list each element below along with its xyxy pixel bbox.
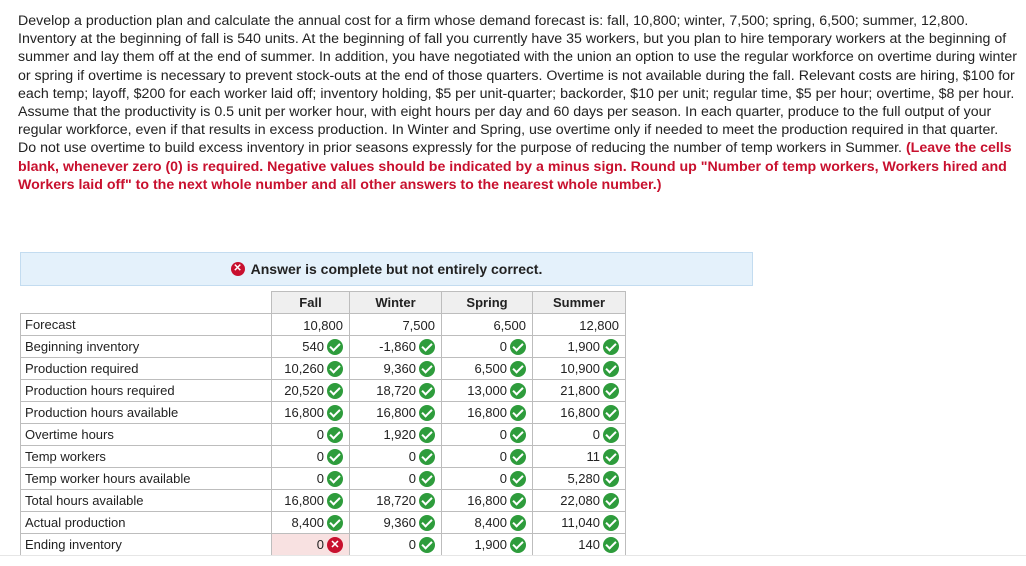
check-circle-icon <box>603 427 619 443</box>
check-circle-icon <box>419 339 435 355</box>
cell-value: 0 <box>316 449 324 465</box>
check-circle-icon <box>327 383 343 399</box>
check-circle-icon <box>603 493 619 509</box>
cell-spring[interactable] <box>442 336 533 358</box>
check-circle-icon <box>419 471 435 487</box>
col-header-winter: Winter <box>350 292 442 314</box>
check-circle-icon <box>327 493 343 509</box>
cell-fall[interactable] <box>272 336 350 358</box>
row-label: Actual production <box>21 512 272 534</box>
cell-value: 0 <box>499 427 507 443</box>
cell-value: 11 <box>586 449 600 465</box>
cell-value: 1,920 <box>383 427 416 443</box>
col-header-summer: Summer <box>533 292 626 314</box>
problem-instructions: (Leave the cells blank, whenever zero (0) is required. Negative values should be indicated by a minus sign. Round up "Number of temp workers, Workers hired and Workers laid off" to the next whole number and all other answers to the nearest whole number.) <box>18 140 1012 193</box>
cell-value: 0 <box>499 449 507 465</box>
cell-winter[interactable] <box>350 424 442 446</box>
cell-value: 10,260 <box>284 361 324 377</box>
cell-value: 16,800 <box>467 493 507 509</box>
cell-value: 8,400 <box>474 515 507 531</box>
cell-value: 0 <box>316 537 324 553</box>
problem-text: Develop a production plan and calculate the annual cost for a firm whose demand forecast is: fall, 10,800; winter, 7,500; spring, 6,500; summer, 12,800. Inventory at the beginning of fall is 540 units. At the beginning of fall you currently have 35 workers, but you plan to hire temporary workers at the beginning of summer and lay them off at the end of summer. In addition, you have negotiated with the union an option to use the regular workforce on overtime during winter or spring if overtime is necessary to prevent stock-outs at the end of those quarters. Overtime is not available during the fall. Relevant costs are hiring, $100 for each temp; layoff, $200 for each worker laid off; inventory holding, $5 per unit-quarter; backorder, $10 per unit; regular time, $5 per hour; overtime, $8 per hour. Assume that the productivity is 0.5 unit per worker hour, with eight hours per day and 60 days per season. In each quarter, produce to the full output of your regular workforce, even if that results in excess production. In Winter and Spring, use overtime only if needed to meet the production required in that quarter. Do not use overtime to build excess inventory in prior seasons expressly for the purpose of reducing the number of temp workers in Summer. <box>18 13 1017 157</box>
cell-summer[interactable] <box>533 424 626 446</box>
row-label: Overtime hours <box>21 424 272 446</box>
cell-value: 1,900 <box>567 339 600 355</box>
cell-spring <box>442 314 533 336</box>
table-header-row <box>21 292 626 314</box>
cell-value: 16,800 <box>284 493 324 509</box>
row-label: Ending inventory <box>21 534 272 556</box>
cell-summer[interactable] <box>533 490 626 512</box>
cell-value: 5,280 <box>567 471 600 487</box>
problem-statement <box>18 12 1018 194</box>
cell-winter[interactable] <box>350 358 442 380</box>
check-circle-icon <box>327 449 343 465</box>
table-row <box>21 336 626 358</box>
header-corner <box>21 292 272 314</box>
cell-winter[interactable] <box>350 446 442 468</box>
cell-summer[interactable] <box>533 358 626 380</box>
cell-value: 16,800 <box>560 405 600 421</box>
answer-status-text: Answer is complete but not entirely correct. <box>250 261 543 277</box>
cell-fall[interactable] <box>272 446 350 468</box>
cell-summer[interactable] <box>533 380 626 402</box>
cell-value: -1,860 <box>379 339 416 355</box>
cell-value: 0 <box>408 537 416 553</box>
row-label: Production required <box>21 358 272 380</box>
cell-value: 18,720 <box>376 493 416 509</box>
cell-fall[interactable] <box>272 424 350 446</box>
cell-fall[interactable] <box>272 380 350 402</box>
cell-value: 10,800 <box>303 317 343 333</box>
check-circle-icon <box>419 405 435 421</box>
cell-fall <box>272 314 350 336</box>
cell-spring[interactable] <box>442 402 533 424</box>
cell-winter[interactable] <box>350 336 442 358</box>
cell-fall[interactable] <box>272 402 350 424</box>
cell-value: 140 <box>578 537 600 553</box>
cell-summer[interactable] <box>533 468 626 490</box>
cell-fall[interactable] <box>272 534 350 556</box>
x-circle-icon: ✕ <box>231 262 245 276</box>
row-label: Production hours required <box>21 380 272 402</box>
table-row <box>21 490 626 512</box>
row-label: Forecast <box>21 314 272 336</box>
table-row <box>21 380 626 402</box>
cell-winter[interactable] <box>350 468 442 490</box>
check-circle-icon <box>603 515 619 531</box>
check-circle-icon <box>603 449 619 465</box>
check-circle-icon <box>603 339 619 355</box>
cell-value: 0 <box>408 471 416 487</box>
table-row <box>21 314 626 336</box>
cell-value: 13,000 <box>467 383 507 399</box>
check-circle-icon <box>603 405 619 421</box>
cell-winter[interactable] <box>350 380 442 402</box>
cell-value: 6,500 <box>474 361 507 377</box>
cell-value: 0 <box>499 471 507 487</box>
cell-summer[interactable] <box>533 534 626 556</box>
check-circle-icon <box>510 449 526 465</box>
check-circle-icon <box>603 361 619 377</box>
cell-spring[interactable] <box>442 534 533 556</box>
table-row <box>21 446 626 468</box>
check-circle-icon <box>419 383 435 399</box>
cell-winter[interactable] <box>350 490 442 512</box>
cell-value: 10,900 <box>560 361 600 377</box>
cell-value: 6,500 <box>493 317 526 333</box>
check-circle-icon <box>327 405 343 421</box>
cell-value: 9,360 <box>383 515 416 531</box>
cell-value: 18,720 <box>376 383 416 399</box>
check-circle-icon <box>510 427 526 443</box>
answer-status-banner <box>20 252 753 286</box>
check-circle-icon <box>510 515 526 531</box>
check-circle-icon <box>510 493 526 509</box>
row-label: Total hours available <box>21 490 272 512</box>
cell-value: 7,500 <box>402 317 435 333</box>
check-circle-icon <box>510 361 526 377</box>
col-header-spring: Spring <box>442 292 533 314</box>
check-circle-icon <box>419 537 435 553</box>
check-circle-icon <box>419 449 435 465</box>
cell-spring[interactable] <box>442 358 533 380</box>
cell-summer[interactable] <box>533 402 626 424</box>
cell-summer[interactable] <box>533 512 626 534</box>
table-row <box>21 512 626 534</box>
check-circle-icon <box>327 339 343 355</box>
row-label: Temp workers <box>21 446 272 468</box>
cell-value: 540 <box>302 339 324 355</box>
check-circle-icon <box>510 339 526 355</box>
cell-fall[interactable] <box>272 358 350 380</box>
cell-value: 12,800 <box>579 317 619 333</box>
cell-spring[interactable] <box>442 490 533 512</box>
cell-winter[interactable] <box>350 534 442 556</box>
check-circle-icon <box>327 471 343 487</box>
cell-value: 0 <box>499 339 507 355</box>
cell-value: 22,080 <box>560 493 600 509</box>
cell-value: 16,800 <box>284 405 324 421</box>
table-row <box>21 534 626 556</box>
x-circle-icon: ✕ <box>327 537 343 553</box>
check-circle-icon <box>603 471 619 487</box>
cell-value: 9,360 <box>383 361 416 377</box>
cell-value: 20,520 <box>284 383 324 399</box>
cell-winter[interactable] <box>350 402 442 424</box>
check-circle-icon <box>419 427 435 443</box>
cell-value: 16,800 <box>467 405 507 421</box>
page-bottom-edge <box>0 555 1026 566</box>
cell-fall[interactable] <box>272 512 350 534</box>
cell-summer[interactable] <box>533 336 626 358</box>
row-label: Temp worker hours available <box>21 468 272 490</box>
check-circle-icon <box>510 383 526 399</box>
check-circle-icon <box>603 383 619 399</box>
check-circle-icon <box>419 493 435 509</box>
cell-winter <box>350 314 442 336</box>
check-circle-icon <box>327 361 343 377</box>
cell-value: 21,800 <box>560 383 600 399</box>
cell-value: 11,040 <box>561 515 600 531</box>
cell-winter[interactable] <box>350 512 442 534</box>
cell-value: 8,400 <box>291 515 324 531</box>
cell-fall[interactable] <box>272 490 350 512</box>
table-row <box>21 424 626 446</box>
cell-spring[interactable] <box>442 424 533 446</box>
cell-value: 16,800 <box>376 405 416 421</box>
cell-fall[interactable] <box>272 468 350 490</box>
cell-spring[interactable] <box>442 468 533 490</box>
row-label: Beginning inventory <box>21 336 272 358</box>
cell-value: 0 <box>316 471 324 487</box>
cell-summer <box>533 314 626 336</box>
cell-value: 1,900 <box>474 537 507 553</box>
table-row <box>21 358 626 380</box>
check-circle-icon <box>419 361 435 377</box>
cell-value: 0 <box>592 427 600 443</box>
row-label: Production hours available <box>21 402 272 424</box>
check-circle-icon <box>419 515 435 531</box>
production-plan-table <box>20 291 626 556</box>
table-row <box>21 468 626 490</box>
cell-spring[interactable] <box>442 380 533 402</box>
check-circle-icon <box>510 537 526 553</box>
cell-value: 0 <box>408 449 416 465</box>
check-circle-icon <box>510 471 526 487</box>
check-circle-icon <box>327 427 343 443</box>
cell-summer[interactable] <box>533 446 626 468</box>
col-header-fall: Fall <box>272 292 350 314</box>
table-row <box>21 402 626 424</box>
check-circle-icon <box>327 515 343 531</box>
check-circle-icon <box>510 405 526 421</box>
cell-spring[interactable] <box>442 446 533 468</box>
cell-value: 0 <box>316 427 324 443</box>
check-circle-icon <box>603 537 619 553</box>
cell-spring[interactable] <box>442 512 533 534</box>
